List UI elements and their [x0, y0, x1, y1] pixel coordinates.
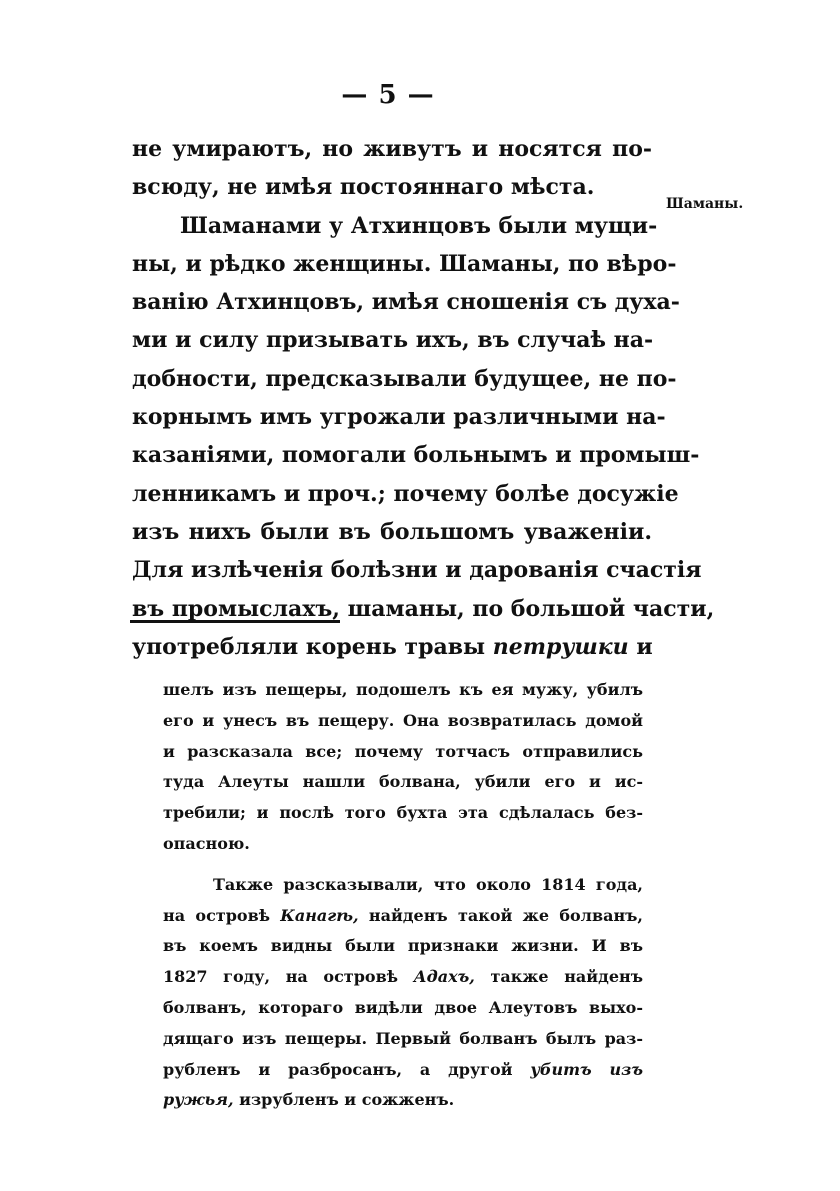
text-segment: 1827 году, на островѣ	[163, 967, 414, 987]
main-paragraph-1	[132, 130, 652, 207]
text-line: Шаманами у Атхинцовъ были мущи-	[180, 212, 658, 239]
text-line: изъ нихъ были въ большомъ уваженіи.	[132, 518, 652, 545]
italic-place-name: Канагѣ,	[280, 905, 359, 925]
text-line: всюду, не имѣя постояннаго мѣста.	[132, 174, 595, 201]
footnote-line: его и унесъ въ пещеру. Она возвратилась домой	[163, 710, 643, 730]
main-paragraph-2	[132, 207, 715, 667]
footnote-line: Также разсказывали, что около 1814 года,	[213, 874, 643, 894]
footnote-line: опасною.	[163, 833, 250, 853]
footnote-line: дящаго изъ пещеры. Первый болванъ былъ раз-	[163, 1028, 643, 1048]
text-segment: употребляли корень травы	[132, 633, 493, 660]
footnote-line: болванъ, котораго видѣли двое Алеутовъ выхо-	[163, 997, 643, 1017]
italic-phrase: убитъ изъ	[530, 1059, 643, 1079]
italic-term: петрушки	[492, 633, 629, 660]
footnote-line	[163, 1055, 643, 1086]
text-line: ленникамъ и проч.; почему болѣе досужіе	[132, 480, 679, 507]
footnote-line	[163, 962, 643, 993]
text-line: ванію Атхинцовъ, имѣя сношенія съ духа-	[132, 289, 680, 316]
text-line: ми и силу призывать ихъ, въ случаѣ на-	[132, 327, 654, 354]
text-line: ны, и рѣдко женщины. Шаманы, по вѣро-	[132, 250, 677, 277]
text-segment: также найденъ	[474, 967, 643, 987]
footnote-line: требили; и послѣ того бухта эта сдѣлалась без-	[163, 803, 643, 823]
main-text	[132, 130, 715, 666]
text-segment: рубленъ и разбросанъ, а другой	[163, 1059, 531, 1079]
text-line: Для излѣченія болѣзни и дарованія счастія	[132, 557, 702, 584]
footnote	[163, 675, 643, 1116]
italic-phrase: ружья,	[163, 1090, 234, 1110]
footnote-divider	[130, 620, 340, 623]
text-line	[132, 628, 652, 666]
text-segment: изрубленъ и сожженъ.	[233, 1090, 455, 1110]
text-line: не умираютъ, но живутъ и носятся по-	[132, 136, 652, 162]
text-segment: и	[628, 633, 653, 660]
footnote-line	[163, 1085, 643, 1116]
margin-note: Шаманы.	[666, 196, 744, 212]
footnote-line: въ коемъ видны были признаки жизни. И въ	[163, 936, 643, 956]
text-segment: найденъ такой же болванъ,	[358, 905, 643, 925]
text-line: казаніями, помогали больнымъ и промыш-	[132, 442, 700, 469]
page-number: — 5 —	[341, 80, 435, 110]
footnote-paragraph-1	[163, 675, 643, 860]
footnote-line	[163, 901, 643, 932]
text-line: въ промыслахъ, шаманы, по большой части,	[132, 595, 715, 622]
italic-place-name: Адахъ,	[413, 967, 475, 987]
footnote-line: и разсказала все; почему тотчасъ отправились	[163, 741, 643, 761]
text-line: добности, предсказывали будущее, не по-	[132, 365, 677, 392]
footnote-line: шелъ изъ пещеры, подошелъ къ ея мужу, убилъ	[163, 680, 643, 699]
footnote-line: туда Алеуты нашли болвана, убили его и ис-	[163, 772, 643, 792]
text-segment: на островѣ	[163, 905, 281, 925]
footnote-paragraph-2	[163, 870, 643, 1116]
text-line: корнымъ имъ угрожали различными на-	[132, 404, 666, 431]
